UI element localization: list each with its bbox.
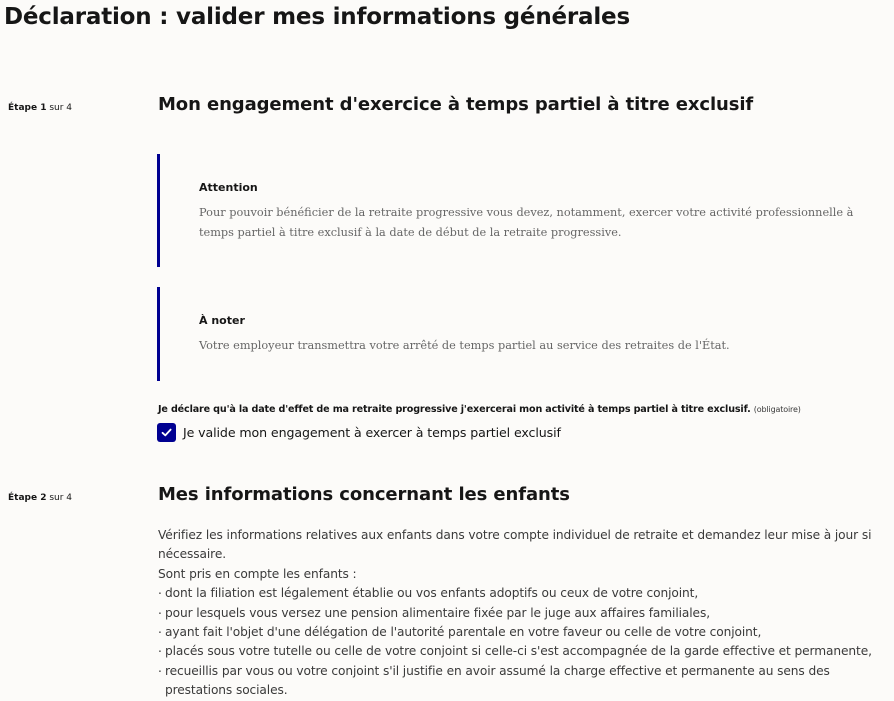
step-2-total: sur 4 bbox=[46, 493, 73, 503]
step-1-indicator bbox=[8, 103, 72, 113]
list-item: . dont la filiation est légalement établie ou vos enfants adoptifs ou ceux de votre conjoint, bbox=[158, 584, 890, 603]
list-item: . ayant fait l'objet d'une délégation de l'autorité parentale en votre faveur ou celle de votre conjoint, bbox=[158, 623, 890, 642]
list-item: . recueillis par vous ou votre conjoint s'il justifie en avoir assumé la charge effective et permanente au sens des prestations sociales. bbox=[158, 662, 890, 701]
note-callout-text: Votre employeur transmettra votre arrêté de temps partiel au service des retraites de l'État. bbox=[199, 339, 730, 352]
list-item: . placés sous votre tutelle ou celle de votre conjoint si celle-ci s'est accompagnée de la garde effective et permanente, bbox=[158, 642, 890, 661]
required-hint: (obligatoire) bbox=[753, 405, 801, 414]
checkmark-icon bbox=[160, 426, 173, 439]
engagement-checkbox-label[interactable]: Je valide mon engagement à exercer à temps partiel exclusif bbox=[183, 425, 561, 440]
note-callout-title: À noter bbox=[199, 314, 245, 327]
step-1-title: Mon engagement d'exercice à temps partiel à titre exclusif bbox=[158, 94, 754, 115]
step-1-total: sur 4 bbox=[46, 103, 73, 113]
attention-callout bbox=[157, 154, 857, 267]
list-item: . pour lesquels vous versez une pension alimentaire fixée par le juge aux affaires familiales, bbox=[158, 604, 890, 623]
attention-callout-text: Pour pouvoir bénéficier de la retraite progressive vous devez, notamment, exercer votre activité professionnelle à temps partiel à titre exclusif à la date de début de la retraite progressive. bbox=[199, 206, 854, 239]
step-2-title: Mes informations concernant les enfants bbox=[158, 484, 570, 505]
children-intro: Vérifiez les informations relatives aux enfants dans votre compte individuel de retraite et demandez leur mise à jour si nécessaire. bbox=[158, 528, 872, 562]
step-1-number: Étape 1 bbox=[8, 103, 47, 113]
declaration-text: Je déclare qu'à la date d'effet de ma retraite progressive j'exercerai mon activité à temps partiel à titre exclusif. bbox=[158, 404, 751, 415]
attention-callout-title: Attention bbox=[199, 181, 258, 194]
children-info-text bbox=[158, 526, 890, 701]
declaration-label bbox=[158, 404, 801, 415]
children-criteria-list bbox=[158, 584, 890, 700]
page-title: Déclaration : valider mes informations générales bbox=[4, 4, 630, 30]
children-list-intro: Sont pris en compte les enfants : bbox=[158, 566, 357, 581]
step-2-indicator bbox=[8, 493, 72, 503]
engagement-checkbox[interactable] bbox=[157, 423, 176, 442]
step-2-number: Étape 2 bbox=[8, 493, 47, 503]
engagement-checkbox-row[interactable] bbox=[157, 423, 561, 442]
note-callout bbox=[157, 287, 857, 381]
